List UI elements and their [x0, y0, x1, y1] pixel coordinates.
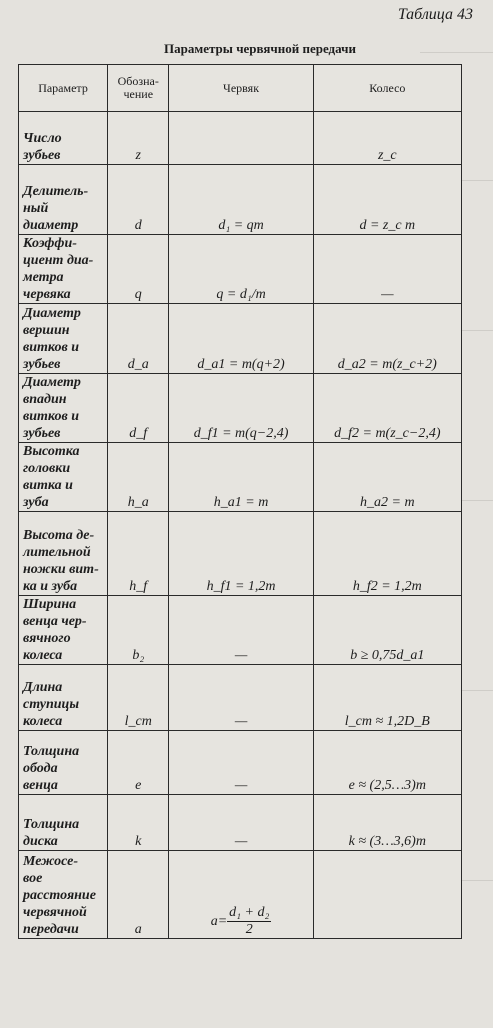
wheel-cell-text: e ≈ (2,5…3)m [348, 778, 426, 793]
table-row [19, 112, 462, 165]
symbol-cell-text: d_a [127, 357, 149, 372]
wheel-cell [313, 851, 461, 939]
param-cell [19, 165, 108, 235]
param-cell [19, 795, 108, 851]
param-cell-text: Толщина диска [23, 817, 80, 849]
wheel-cell [313, 512, 461, 596]
worm-cell-text: d_a1 = m(q+2) [197, 357, 285, 372]
param-cell-text: Ширина венца чер- вячного колеса [23, 597, 87, 663]
header-worm: Червяк [169, 65, 313, 112]
background-text-line [420, 52, 493, 53]
table-row [19, 795, 462, 851]
param-cell [19, 596, 108, 665]
wheel-cell-text: k ≈ (3…3,6)m [348, 834, 426, 849]
param-cell-text: Высота де- лительной ножки вит- ка и зуба [23, 528, 99, 594]
wheel-cell-text: h_f2 = 1,2m [352, 579, 422, 594]
symbol-cell-text: k [135, 834, 142, 849]
wheel-cell [313, 112, 461, 165]
symbol-cell-text: a [134, 922, 142, 937]
param-cell-text: Коэффи- циент диа- метра червяка [23, 236, 94, 302]
wheel-cell-text: d_a2 = m(z_c+2) [337, 357, 437, 372]
wheel-cell-text: d = z_c m [359, 218, 416, 233]
table-row [19, 443, 462, 512]
symbol-cell [108, 235, 169, 304]
worm-cell [169, 512, 313, 596]
worm-cell-text: h_a1 = m [213, 495, 269, 510]
worm-cell [169, 374, 313, 443]
wheel-cell-text: d_f2 = m(z_c−2,4) [334, 426, 441, 441]
worm-cell-text: q = d₁/m [216, 287, 266, 302]
wheel-cell [313, 235, 461, 304]
param-cell-text: Диаметр вершин витков и зубьев [23, 306, 81, 372]
worm-cell [169, 304, 313, 374]
symbol-cell [108, 731, 169, 795]
symbol-cell [108, 795, 169, 851]
worm-gear-parameters-table [18, 64, 462, 939]
param-cell-text: Делитель- ный диаметр [23, 184, 89, 233]
symbol-cell [108, 443, 169, 512]
symbol-cell-text: l_ст [124, 714, 152, 729]
wheel-cell-text: b ≥ 0,75d_a1 [350, 648, 425, 663]
wheel-cell [313, 304, 461, 374]
worm-cell-text: h_f1 = 1,2m [206, 579, 276, 594]
worm-cell [169, 443, 313, 512]
symbol-cell [108, 851, 169, 939]
symbol-cell [108, 165, 169, 235]
param-cell [19, 443, 108, 512]
wheel-cell-text: l_cm ≈ 1,2D_B [344, 714, 430, 729]
param-cell [19, 235, 108, 304]
param-cell [19, 304, 108, 374]
param-cell-text: Длина ступицы колеса [23, 680, 80, 729]
param-cell [19, 731, 108, 795]
table-row [19, 851, 462, 939]
param-cell [19, 665, 108, 731]
symbol-cell-text: b₂ [132, 648, 145, 663]
worm-cell [169, 235, 313, 304]
worm-cell [169, 731, 313, 795]
symbol-cell-text: q [134, 287, 142, 302]
symbol-cell [108, 665, 169, 731]
wheel-cell [313, 795, 461, 851]
worm-cell-text: — [234, 714, 248, 729]
worm-cell-text: d_f1 = m(q−2,4) [193, 426, 289, 441]
header-symbol: Обозна- чение [108, 65, 169, 112]
header-param: Параметр [19, 65, 108, 112]
param-cell-text: Высотка головки витка и зуба [23, 444, 80, 510]
worm-cell [169, 112, 313, 165]
header-wheel: Колесо [313, 65, 461, 112]
symbol-cell-text: h_f [129, 579, 148, 594]
worm-cell-text: — [234, 834, 248, 849]
symbol-cell-text: d [134, 218, 142, 233]
table-row [19, 665, 462, 731]
param-cell [19, 851, 108, 939]
param-cell-text: Толщина обода венца [23, 744, 80, 793]
symbol-cell-text: d_f [129, 426, 148, 441]
worm-cell-text: — [234, 648, 248, 663]
worm-cell-text: d₁ = qm [218, 218, 264, 233]
table-row [19, 731, 462, 795]
center-distance-formula: a= $\frac{\text{d₁ + d₂}}{2}$ [210, 905, 270, 937]
param-cell-text: Диаметр впадин витков и зубьев [23, 375, 81, 441]
param-cell-text: Межосе- вое расстояние червячной передачи [23, 854, 96, 937]
worm-cell [169, 851, 313, 939]
wheel-cell [313, 165, 461, 235]
wheel-cell-text: z_c [377, 148, 397, 163]
wheel-cell [313, 665, 461, 731]
symbol-cell [108, 304, 169, 374]
param-cell [19, 374, 108, 443]
table-caption: Параметры червячной передачи [164, 41, 356, 56]
symbol-cell [108, 112, 169, 165]
symbol-cell-text: z [135, 148, 141, 163]
symbol-cell-text: e [135, 778, 142, 793]
wheel-cell [313, 731, 461, 795]
symbol-cell [108, 596, 169, 665]
wheel-cell [313, 374, 461, 443]
param-cell [19, 512, 108, 596]
param-cell [19, 112, 108, 165]
worm-cell-text: — [234, 778, 248, 793]
table-row [19, 165, 462, 235]
symbol-cell [108, 512, 169, 596]
table-row [19, 304, 462, 374]
header-row [19, 65, 462, 112]
table-row [19, 596, 462, 665]
table-number: Таблица 43 [397, 6, 473, 23]
worm-cell [169, 596, 313, 665]
worm-cell [169, 165, 313, 235]
wheel-cell [313, 596, 461, 665]
worm-cell [169, 665, 313, 731]
symbol-cell [108, 374, 169, 443]
wheel-cell [313, 443, 461, 512]
symbol-cell-text: h_a [127, 495, 149, 510]
table-row [19, 374, 462, 443]
param-cell-text: Число зубьев [23, 131, 62, 163]
wheel-cell-text: h_a2 = m [360, 495, 415, 510]
table-row [19, 235, 462, 304]
table-row [19, 512, 462, 596]
worm-cell [169, 795, 313, 851]
wheel-cell-text: — [381, 287, 394, 302]
